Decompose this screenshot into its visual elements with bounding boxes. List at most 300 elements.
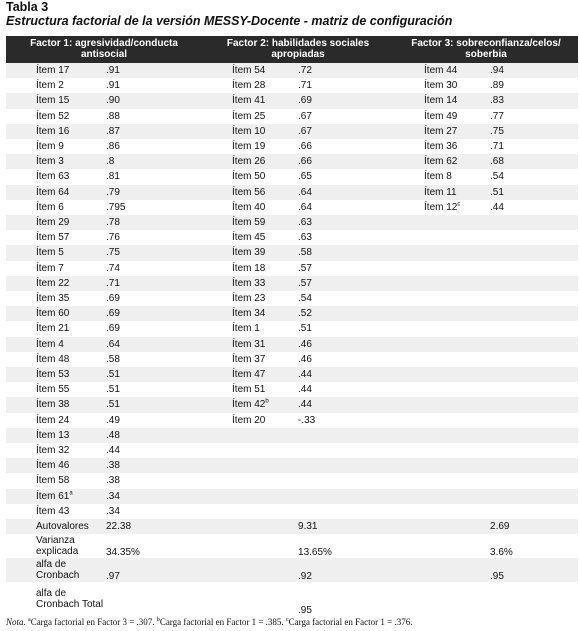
table-row: [6, 291, 578, 306]
summary-spacer: [394, 558, 490, 582]
item-label: Ítem 51: [232, 384, 266, 396]
item-label: Ítem 20: [232, 414, 266, 426]
item-cell: [6, 261, 106, 276]
item-cell: [202, 413, 298, 428]
item-cell: [6, 367, 106, 382]
item-cell: [394, 397, 490, 412]
item-label: Ítem 46: [36, 460, 70, 472]
summary-label: Autovalores: [6, 519, 106, 534]
item-cell: [394, 352, 490, 367]
item-cell: [394, 154, 490, 169]
item-cell: [202, 139, 298, 154]
note-a-text: Carga factorial en Factor 3 = .307.: [30, 617, 155, 627]
loading-cell: [298, 504, 394, 519]
item-label: Ítem 19: [232, 141, 266, 153]
item-label: Ítem 60: [36, 308, 70, 320]
summary-factor-3: [490, 582, 578, 616]
item-label: Ítem 14: [424, 95, 458, 107]
item-label: Ítem 6: [36, 201, 64, 213]
loading-cell: .72: [298, 63, 394, 78]
item-cell: [202, 245, 298, 260]
loading-cell: .83: [490, 93, 578, 108]
loading-cell: [490, 215, 578, 230]
loading-cell: .69: [106, 321, 202, 336]
item-label: Ítem 42: [232, 399, 266, 411]
loading-cell: .66: [298, 139, 394, 154]
item-label: Ítem 44: [424, 65, 458, 76]
item-cell: [394, 382, 490, 397]
header-factor-1: Factor 1: agresividad/conducta antisocial: [6, 36, 202, 63]
item-cell: [394, 321, 490, 336]
loading-cell: .90: [106, 93, 202, 108]
loading-cell: .81: [106, 169, 202, 184]
item-cell: [202, 504, 298, 519]
item-cell: [202, 93, 298, 108]
item-cell: [394, 63, 490, 78]
item-cell: [202, 397, 298, 412]
table-note: [6, 617, 412, 627]
item-cell: [6, 215, 106, 230]
item-label: Ítem 52: [36, 110, 70, 122]
note-lead: Nota.: [6, 617, 26, 627]
loading-cell: .44: [298, 382, 394, 397]
loading-cell: .74: [106, 261, 202, 276]
item-cell: [6, 397, 106, 412]
table-row: [6, 124, 578, 139]
item-cell: [202, 63, 298, 78]
loading-cell: [490, 230, 578, 245]
item-label: Ítem 25: [232, 110, 266, 122]
item-label: Ítem 7: [36, 262, 64, 274]
item-cell: [6, 276, 106, 291]
loading-cell: [490, 504, 578, 519]
summary-row: [6, 558, 578, 582]
item-cell: [394, 185, 490, 200]
item-label: Ítem 48: [36, 353, 70, 365]
item-cell: [394, 291, 490, 306]
item-label: Ítem 23: [232, 293, 266, 305]
item-label: Ítem 55: [36, 384, 70, 396]
loading-cell: .64: [106, 337, 202, 352]
loading-cell: [298, 458, 394, 473]
item-label: Ítem 24: [36, 414, 70, 426]
item-label: Ítem 35: [36, 293, 70, 305]
table-row: [6, 458, 578, 473]
loading-cell: .94: [490, 63, 578, 78]
loading-cell: [490, 443, 578, 458]
item-cell: [6, 352, 106, 367]
item-cell: [394, 367, 490, 382]
loading-cell: .75: [490, 124, 578, 139]
item-label: Ítem 12: [424, 201, 458, 213]
loading-cell: [490, 321, 578, 336]
loading-cell: [298, 489, 394, 504]
item-cell: [6, 382, 106, 397]
loading-cell: [490, 276, 578, 291]
item-cell: [6, 245, 106, 260]
loading-cell: .51: [106, 382, 202, 397]
table-row: [6, 443, 578, 458]
item-label: Ítem 3: [36, 156, 64, 168]
item-label: Ítem 56: [232, 186, 266, 198]
item-cell: [202, 489, 298, 504]
item-label: Ítem 40: [232, 201, 266, 213]
table-row: [6, 382, 578, 397]
item-label: Ítem 49: [424, 110, 458, 122]
item-cell: [6, 458, 106, 473]
table-row: [6, 93, 578, 108]
loading-cell: .66: [298, 154, 394, 169]
item-label: Ítem 10: [232, 125, 266, 137]
loading-cell: .38: [106, 473, 202, 488]
loading-cell: .71: [298, 78, 394, 93]
item-cell: [394, 261, 490, 276]
loading-cell: .71: [490, 139, 578, 154]
item-label: Ítem 54: [232, 65, 266, 76]
item-cell: [6, 63, 106, 78]
loading-cell: .69: [106, 291, 202, 306]
table-row: [6, 428, 578, 443]
item-cell: [6, 78, 106, 93]
loading-cell: .63: [298, 230, 394, 245]
item-label: Ítem 59: [232, 217, 266, 229]
item-label: Ítem 45: [232, 232, 266, 244]
table-row: [6, 276, 578, 291]
loading-cell: [490, 428, 578, 443]
item-cell: [202, 230, 298, 245]
item-cell: [6, 413, 106, 428]
loading-cell: .64: [298, 200, 394, 215]
loading-cell: [298, 473, 394, 488]
item-cell: [202, 458, 298, 473]
table-row: [6, 215, 578, 230]
item-label: Ítem 2: [36, 80, 64, 92]
item-cell: [6, 230, 106, 245]
loading-cell: .54: [490, 169, 578, 184]
loading-cell: .91: [106, 63, 202, 78]
loading-cell: .87: [106, 124, 202, 139]
item-cell: [202, 367, 298, 382]
item-cell: [202, 169, 298, 184]
table-row: [6, 230, 578, 245]
item-label: Ítem 5: [36, 247, 64, 259]
loading-cell: .51: [106, 367, 202, 382]
item-cell: [394, 109, 490, 124]
item-cell: [394, 489, 490, 504]
item-label: Ítem 22: [36, 277, 70, 289]
item-cell: [202, 291, 298, 306]
item-label: Ítem 63: [36, 171, 70, 183]
loading-cell: .75: [106, 245, 202, 260]
item-cell: [202, 185, 298, 200]
item-cell: [394, 473, 490, 488]
loading-cell: .34: [106, 489, 202, 504]
item-cell: [6, 124, 106, 139]
item-cell: [394, 200, 490, 215]
factor-matrix-table: [6, 36, 578, 616]
summary-factor-2: 9.31: [298, 519, 394, 534]
loading-cell: .49: [106, 413, 202, 428]
item-cell: [6, 321, 106, 336]
item-label: Ítem 62: [424, 156, 458, 168]
item-cell: [394, 124, 490, 139]
table-row: [6, 139, 578, 154]
item-cell: [394, 337, 490, 352]
summary-label: Varianza explicada: [6, 534, 106, 558]
loading-cell: .67: [298, 124, 394, 139]
item-cell: [6, 200, 106, 215]
item-cell: [202, 473, 298, 488]
item-cell: [202, 443, 298, 458]
item-label: Ítem 30: [424, 80, 458, 92]
loading-cell: [490, 291, 578, 306]
summary-row: [6, 519, 578, 534]
loading-cell: .69: [298, 93, 394, 108]
summary-spacer: [394, 534, 490, 558]
item-label: Ítem 8: [424, 171, 452, 183]
table-row: [6, 413, 578, 428]
loading-cell: .77: [490, 109, 578, 124]
table-row: [6, 321, 578, 336]
item-cell: [394, 413, 490, 428]
item-label: Ítem 9: [36, 141, 64, 153]
header-row: [6, 36, 578, 63]
item-cell: [202, 154, 298, 169]
summary-factor-1: 34.35%: [106, 534, 202, 558]
loading-cell: [490, 413, 578, 428]
loading-cell: .38: [106, 458, 202, 473]
summary-factor-2: .95: [298, 582, 394, 616]
item-label: Ítem 33: [232, 277, 266, 289]
item-label: Ítem 4: [36, 338, 64, 350]
loading-cell: .57: [298, 276, 394, 291]
item-label: Ítem 34: [232, 308, 266, 320]
item-cell: [6, 185, 106, 200]
summary-factor-3: 2.69: [490, 519, 578, 534]
item-label: Ítem 28: [232, 80, 266, 92]
item-label: Ítem 17: [36, 65, 70, 76]
table-row: [6, 367, 578, 382]
table-row: [6, 245, 578, 260]
header-factor-2: Factor 2: habilidades sociales apropiadas: [202, 36, 394, 63]
item-label: Ítem 32: [36, 445, 70, 457]
table-row: [6, 352, 578, 367]
loading-cell: [490, 261, 578, 276]
loading-cell: .68: [490, 154, 578, 169]
loading-cell: .44: [490, 200, 578, 215]
table-row: [6, 109, 578, 124]
table-row: [6, 154, 578, 169]
item-cell: [202, 321, 298, 336]
summary-factor-1: 22.38: [106, 519, 202, 534]
header-factor-3: Factor 3: sobreconfianza/celos/ soberbia: [394, 36, 578, 63]
loading-cell: .44: [298, 397, 394, 412]
item-cell: [202, 109, 298, 124]
loading-cell: .65: [298, 169, 394, 184]
loading-cell: [298, 443, 394, 458]
item-cell: [6, 154, 106, 169]
note-c-text: Carga factorial en Factor 1 = .376.: [288, 617, 413, 627]
loading-cell: [490, 306, 578, 321]
item-footnote-marker: a: [69, 490, 73, 497]
note-b-text: Carga factorial en Factor 1 = .385.: [159, 617, 284, 627]
summary-row: [6, 534, 578, 558]
loading-cell: .78: [106, 215, 202, 230]
item-footnote-marker: c: [457, 201, 461, 208]
note-c-marker: c: [285, 617, 289, 623]
loading-cell: .86: [106, 139, 202, 154]
loading-cell: .48: [106, 428, 202, 443]
summary-label: alfa de Cronbach Total: [6, 582, 106, 616]
item-cell: [202, 124, 298, 139]
table-row: [6, 78, 578, 93]
loading-cell: [490, 245, 578, 260]
item-label: Ítem 43: [36, 505, 70, 517]
loading-cell: .57: [298, 261, 394, 276]
item-cell: [6, 428, 106, 443]
loading-cell: [490, 473, 578, 488]
item-label: Ítem 31: [232, 338, 266, 350]
item-footnote-marker: b: [265, 399, 269, 406]
loading-cell: .58: [298, 245, 394, 260]
item-label: Ítem 53: [36, 369, 70, 381]
loading-cell: .51: [298, 321, 394, 336]
item-cell: [394, 443, 490, 458]
item-cell: [202, 428, 298, 443]
item-label: Ítem 11: [424, 186, 457, 198]
loading-cell: .44: [298, 367, 394, 382]
loading-cell: -.33: [298, 413, 394, 428]
summary-factor-2: .92: [298, 558, 394, 582]
item-cell: [394, 504, 490, 519]
summary-factor-3: .95: [490, 558, 578, 582]
item-label: Ítem 16: [36, 125, 70, 137]
loading-cell: .64: [298, 185, 394, 200]
note-a-marker: a: [28, 617, 31, 623]
item-label: Ítem 27: [424, 125, 458, 137]
summary-spacer: [394, 519, 490, 534]
loading-cell: .71: [106, 276, 202, 291]
loading-cell: .52: [298, 306, 394, 321]
summary-spacer: [202, 582, 298, 616]
table-row: [6, 261, 578, 276]
summary-factor-1: [106, 582, 202, 616]
item-cell: [394, 78, 490, 93]
table-row: [6, 504, 578, 519]
loading-cell: .795: [106, 200, 202, 215]
item-cell: [6, 306, 106, 321]
loading-cell: [490, 352, 578, 367]
loading-cell: .89: [490, 78, 578, 93]
item-label: Ítem 13: [36, 429, 70, 441]
summary-label: alfa de Cronbach: [6, 558, 106, 582]
item-cell: [202, 337, 298, 352]
note-b-marker: b: [156, 617, 160, 623]
item-label: Ítem 38: [36, 399, 70, 411]
table-row: [6, 185, 578, 200]
loading-cell: .76: [106, 230, 202, 245]
item-label: Ítem 18: [232, 262, 266, 274]
item-label: Ítem 26: [232, 156, 266, 168]
loading-cell: [490, 337, 578, 352]
summary-spacer: [202, 519, 298, 534]
item-cell: [394, 93, 490, 108]
loading-cell: .34: [106, 504, 202, 519]
table-row: [6, 489, 578, 504]
item-label: Ítem 37: [232, 353, 266, 365]
item-cell: [202, 261, 298, 276]
loading-cell: .54: [298, 291, 394, 306]
item-cell: [202, 78, 298, 93]
item-cell: [6, 443, 106, 458]
loading-cell: .44: [106, 443, 202, 458]
item-label: Ítem 36: [424, 141, 458, 153]
item-cell: [202, 200, 298, 215]
loading-cell: .51: [490, 185, 578, 200]
item-cell: [394, 245, 490, 260]
table-row: [6, 306, 578, 321]
loading-cell: [490, 382, 578, 397]
loading-cell: .58: [106, 352, 202, 367]
item-cell: [394, 276, 490, 291]
item-cell: [202, 352, 298, 367]
item-cell: [6, 489, 106, 504]
item-cell: [6, 169, 106, 184]
loading-cell: .88: [106, 109, 202, 124]
loading-cell: .8: [106, 154, 202, 169]
item-cell: [6, 473, 106, 488]
item-cell: [394, 428, 490, 443]
item-cell: [202, 215, 298, 230]
loading-cell: [490, 489, 578, 504]
loading-cell: [298, 428, 394, 443]
item-cell: [6, 337, 106, 352]
loading-cell: .46: [298, 337, 394, 352]
item-cell: [6, 504, 106, 519]
item-label: Ítem 41: [232, 95, 266, 107]
table-row: [6, 200, 578, 215]
item-label: Ítem 15: [36, 95, 70, 107]
item-cell: [394, 139, 490, 154]
summary-factor-1: .97: [106, 558, 202, 582]
summary-spacer: [394, 582, 490, 616]
item-label: Ítem 50: [232, 171, 266, 183]
item-cell: [394, 169, 490, 184]
item-label: Ítem 1: [232, 323, 260, 335]
loading-cell: [490, 458, 578, 473]
item-label: Ítem 21: [36, 323, 70, 335]
table-row: [6, 397, 578, 412]
loading-cell: .79: [106, 185, 202, 200]
loading-cell: [490, 397, 578, 412]
item-cell: [202, 276, 298, 291]
table-row: [6, 473, 578, 488]
table-body: [6, 63, 578, 616]
item-cell: [6, 291, 106, 306]
item-cell: [6, 139, 106, 154]
item-cell: [202, 382, 298, 397]
loading-cell: .63: [298, 215, 394, 230]
item-cell: [394, 458, 490, 473]
summary-factor-2: 13.65%: [298, 534, 394, 558]
item-label: Ítem 64: [36, 186, 70, 198]
item-cell: [394, 306, 490, 321]
item-label: Ítem 57: [36, 232, 70, 244]
loading-cell: .46: [298, 352, 394, 367]
table-caption: [6, 0, 452, 29]
summary-spacer: [202, 534, 298, 558]
item-label: Ítem 29: [36, 217, 70, 229]
